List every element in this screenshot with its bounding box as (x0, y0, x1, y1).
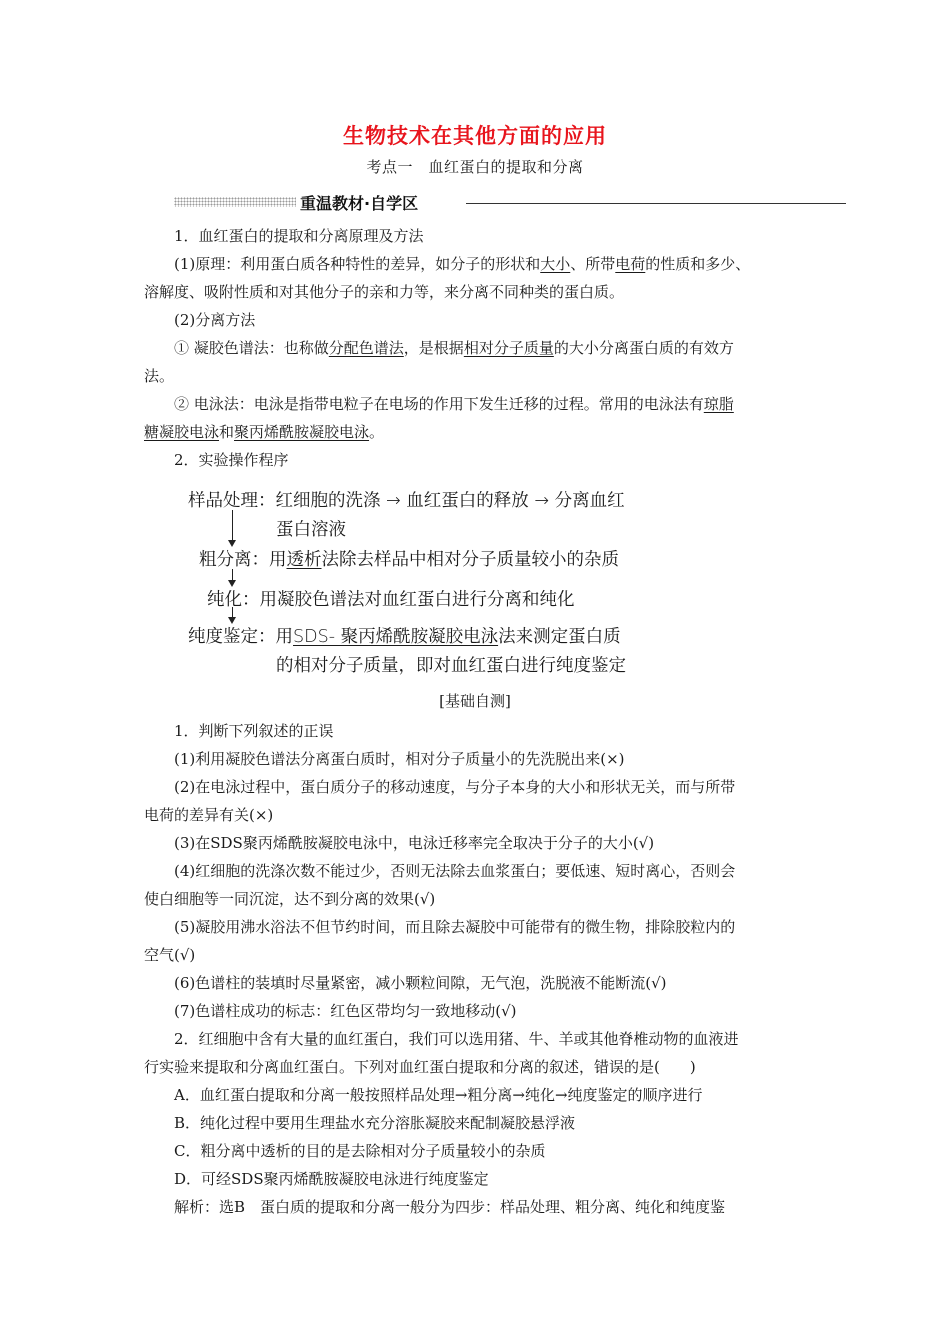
principle-underline-charge: 电荷 (615, 255, 646, 273)
gel-line-1 (174, 334, 734, 362)
q2-option-d: D．可经SDS聚丙烯酰胺凝胶电泳进行纯度鉴定 (174, 1170, 489, 1188)
gel-underline-mass: 相对分子质量 (463, 339, 554, 357)
principle-line-1 (174, 250, 750, 278)
flow-step-purify (207, 585, 575, 615)
section1-heading: 1．血红蛋白的提取和分离原理及方法 (174, 227, 424, 245)
flow-arrow-down-icon (228, 580, 236, 587)
flow-step-purity-underline: SDS- 聚丙烯酰胺凝胶电泳 (293, 627, 499, 647)
section-subtitle: 考点一 血红蛋白的提取和分离 (366, 158, 584, 176)
flow-step-sample-text: 红细胞的洗涤 → 血红蛋白的释放 → 分离血红 (275, 491, 625, 511)
gel-underline-partition: 分配色谱法 (328, 339, 404, 357)
ep-underline-page: 聚丙烯酰胺凝胶电泳 (234, 423, 370, 441)
gel-text-a: ① 凝胶色谱法：也称做 (174, 339, 329, 357)
flow-step-crude (199, 545, 619, 575)
q1-item-2b: 电荷的差异有关(×) (144, 806, 274, 824)
principle-underline-size: 大小 (540, 255, 571, 273)
flow-arrow-down-icon (228, 617, 236, 624)
banner-dots (174, 197, 296, 207)
ep-text-b: 和 (219, 423, 235, 441)
gel-text-b: ，是根据 (403, 339, 464, 357)
ep-text-c: 。 (369, 423, 385, 441)
methods-heading: (2)分离方法 (174, 311, 256, 329)
section-banner (174, 191, 846, 215)
q2-line-2: 行实验来提取和分离血红蛋白。下列对血红蛋白提取和分离的叙述，错误的是( ) (144, 1058, 696, 1076)
q2-line-1: 2．红细胞中含有大量的血红蛋白，我们可以选用猪、牛、羊或其他脊椎动物的血液进 (174, 1030, 739, 1048)
q1-item-1: (1)利用凝胶色谱法分离蛋白质时，相对分子质量小的先洗脱出来(×) (174, 750, 625, 768)
section2-heading: 2．实验操作程序 (174, 451, 289, 469)
electrophoresis-line-2 (144, 418, 384, 446)
flow-step-crude-a: 用 (269, 550, 287, 570)
principle-text-a: (1)原理：利用蛋白质各种特性的差异，如分子的形状和 (174, 255, 541, 273)
q2-option-a: A．血红蛋白提取和分离一般按照样品处理→粗分离→纯化→纯度鉴定的顺序进行 (174, 1086, 703, 1104)
document-title: 生物技术在其他方面的应用 (343, 124, 607, 148)
gel-text-c: 的大小分离蛋白质的有效方 (553, 339, 734, 357)
flow-step-crude-b: 法除去样品中相对分子质量较小的杂质 (321, 550, 619, 570)
flow-step-sample-cont: 蛋白溶液 (276, 520, 346, 540)
q1-item-5b: 空气(√) (144, 946, 196, 964)
q1-item-6: (6)色谱柱的装填时尽量紧密，减小颗粒间隙，无气泡，洗脱液不能断流(√) (174, 974, 667, 992)
q1-item-5a: (5)凝胶用沸水浴法不但节约时间，而且除去凝胶中可能带有的微生物，排除胶粒内的 (174, 918, 736, 936)
gel-line-2: 法。 (144, 367, 175, 385)
banner-label: 重温教材·自学区 (300, 194, 419, 213)
flow-connector-1 (232, 510, 233, 543)
q1-item-4b: 使白细胞等一同沉淀，达不到分离的效果(√) (144, 890, 436, 908)
flow-step-purify-label: 纯化： (207, 590, 260, 610)
q2-option-c: C．粗分离中透析的目的是去除相对分子质量较小的杂质 (174, 1142, 546, 1160)
flow-step-purity-cont: 的相对分子质量，即对血红蛋白进行纯度鉴定 (276, 656, 626, 676)
selftest-heading: [基础自测] (439, 692, 511, 710)
q1-item-2a: (2)在电泳过程中，蛋白质分子的移动速度，与分子本身的大小和形状无关，而与所带 (174, 778, 736, 796)
ep-underline-agarose-gel: 糖凝胶电泳 (144, 423, 220, 441)
q1-item-7: (7)色谱柱成功的标志：红色区带均匀一致地移动(√) (174, 1002, 517, 1020)
q1-item-3: (3)在SDS聚丙烯酰胺凝胶电泳中，电泳迁移率完全取决于分子的大小(√) (174, 834, 655, 852)
electrophoresis-line-1 (174, 390, 734, 418)
q2-option-b: B．纯化过程中要用生理盐水充分溶胀凝胶来配制凝胶悬浮液 (174, 1114, 576, 1132)
ep-text-a: ② 电泳法：电泳是指带电粒子在电场的作用下发生迁移的过程。常用的电泳法有 (174, 395, 704, 413)
flow-arrow-down-icon (228, 540, 236, 547)
flow-step-sample-label: 样品处理： (188, 491, 276, 511)
flow-step-purify-text: 用凝胶色谱法对血红蛋白进行分离和纯化 (259, 590, 575, 610)
flow-step-crude-underline: 透析 (286, 550, 322, 570)
flow-step-purity-b: 法来测定蛋白质 (498, 627, 621, 647)
flow-step-crude-label: 粗分离： (199, 550, 269, 570)
banner-rule (466, 203, 846, 204)
flow-step-sample (188, 486, 625, 516)
principle-text-b: 、所带 (570, 255, 616, 273)
flow-step-purity-label: 纯度鉴定： (188, 627, 276, 647)
ep-underline-agar: 琼脂 (703, 395, 734, 413)
flow-step-purity-a: 用 (275, 627, 293, 647)
principle-text-c: 的性质和多少、 (645, 255, 751, 273)
q2-analysis: 解析：选B 蛋白质的提取和分离一般分为四步：样品处理、粗分离、纯化和纯度鉴 (174, 1198, 726, 1216)
q1-item-4a: (4)红细胞的洗涤次数不能过少，否则无法除去血浆蛋白；要低速、短时离心，否则会 (174, 862, 736, 880)
flow-step-purity (188, 622, 621, 652)
principle-line-2: 溶解度、吸附性质和对其他分子的亲和力等，来分离不同种类的蛋白质。 (144, 283, 625, 301)
q1-heading: 1．判断下列叙述的正误 (174, 722, 334, 740)
